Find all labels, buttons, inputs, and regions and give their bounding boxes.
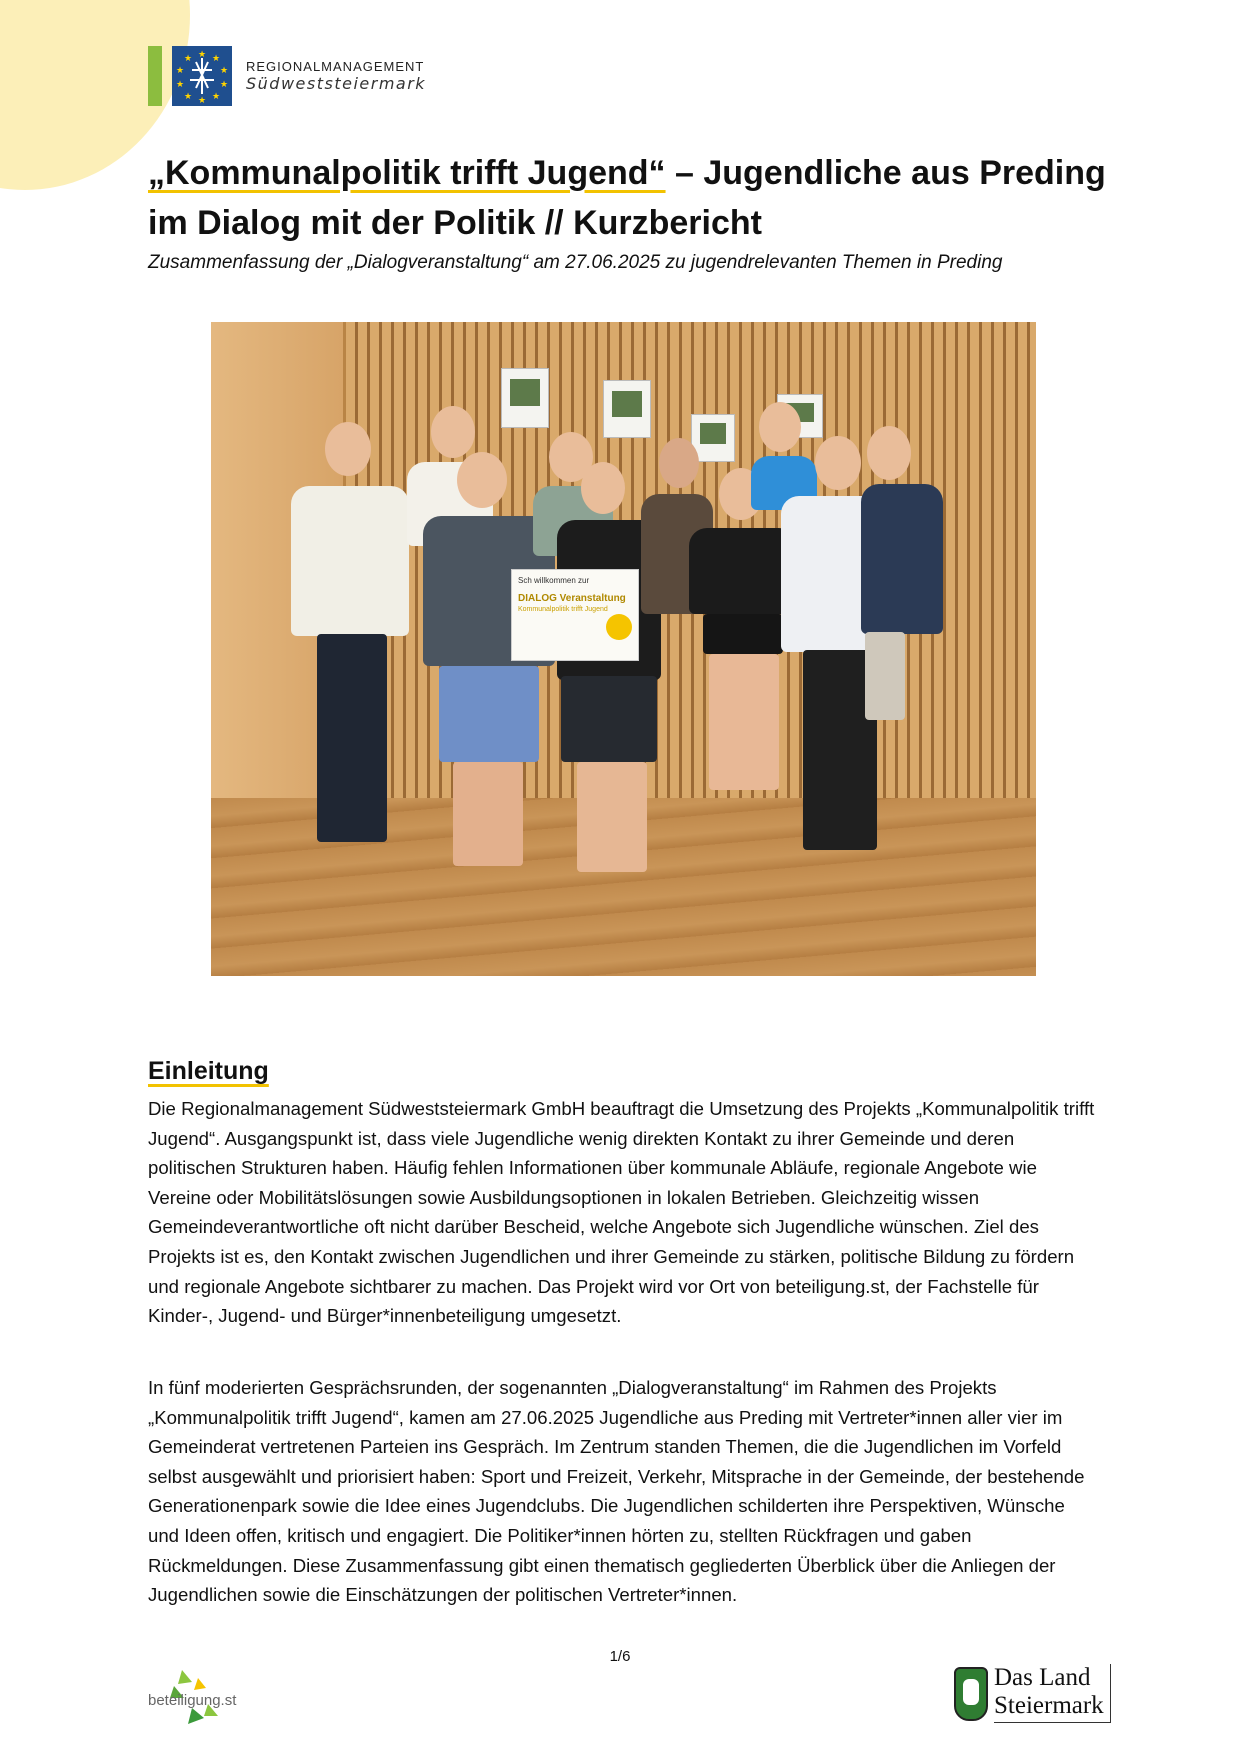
welcome-sign — [511, 569, 639, 661]
page-number: 1/6 — [609, 1648, 631, 1665]
logo-green-bar — [148, 46, 162, 106]
steiermark-crest-icon — [954, 1667, 988, 1721]
beteiligung-st-logo — [148, 1668, 258, 1732]
page-title — [148, 148, 1108, 248]
page-subtitle: Zusammenfassung der „Dialogveranstaltung“ am 27.06.2025 zu jugendrelevanten Themen in Preding — [148, 252, 1003, 273]
sign-yellow-dot — [606, 614, 632, 640]
title-quoted: „Kommunalpolitik trifft Jugend“ — [148, 154, 666, 192]
logo-org-line1: REGIONALMANAGEMENT — [246, 59, 425, 74]
land-steiermark-logo — [954, 1664, 1111, 1723]
land-logo-line2: Steiermark — [994, 1692, 1104, 1719]
eu-flag-icon: ★ ★ ★ ★ ★ ★ ★ ★ ★ ★ — [172, 46, 232, 106]
photo-poster — [603, 380, 651, 438]
section-heading-einleitung: Einleitung — [148, 1057, 269, 1085]
intro-paragraph-2: In fünf moderierten Gesprächsrunden, der sogenannten „Dialogveranstaltung“ im Rahmen des Projekts „Kommunalpolitik trifft Jugend“, kamen am 27.06.2025 Jugendliche aus Preding mit Vertreter*innen aller vier im Gemeinderat vertretenen Parteien ins Gespräch. Im Zentrum standen Themen, die die Jugendlichen im Vorfeld selbst ausgewählt und priorisiert haben: Sport und Freizeit, Verkehr, Mitsprache in der Gemeinde, der bestehende Generationenpark sowie die Idee eines Jugendclubs. Die Jugendlichen schilderten ihre Perspektiven, Wünsche und Ideen offen, kritisch und engagiert. Die Politiker*innen hörten zu, stellten Rückfragen und gaben Rückmeldungen. Diese Zusammenfassung gibt einen thematisch gegliederten Überblick über die Anliegen der Jugendlichen sowie die Einschätzungen der politischen Vertreter*innen. — [148, 1377, 1085, 1606]
title-rest: – Jugendliche aus Preding im Dialog mit der Politik // Kurzbericht — [148, 154, 1106, 242]
group-photo — [211, 322, 1036, 976]
logo-org-line2: Südweststeiermark — [246, 74, 427, 93]
land-logo-line1: Das Land — [994, 1664, 1091, 1691]
photo-poster — [501, 368, 549, 428]
regionalmanagement-logo — [148, 46, 426, 106]
sign-line1: Sch willkommen zur — [518, 576, 590, 585]
intro-paragraph-1: Die Regionalmanagement Südweststeiermark GmbH beauftragt die Umsetzung des Projekts „Kommunalpolitik trifft Jugend“. Ausgangspunkt ist, dass viele Jugendliche wenig direkten Kontakt zu ihrer Gemeinde und deren politischen Strukturen haben. Häufig fehlen Informationen über kommunale Abläufe, regionale Angebote wie Vereine oder Mobilitätslösungen sowie Ausbildungsoptionen in lokalen Betrieben. Gleichzeitig wissen Gemeindeverantwortliche oft nicht darüber Bescheid, welche Angebote sich Jugendliche wünschen. Ziel des Projekts ist es, den Kontakt zwischen Jugendlichen und ihrer Gemeinde zu stärken, politische Bildung zu fördern und regionale Angebote sichtbarer zu machen. Das Projekt wird vor Ort von beteiligung.st, der Fachstelle für Kinder-, Jugend- und Bürger*innenbeteiligung umgesetzt. — [148, 1098, 1095, 1327]
beteiligung-st-label: beteiligung.st — [148, 1692, 237, 1709]
region-mark-icon — [186, 56, 218, 96]
sign-line2: DIALOG Veranstaltung — [518, 593, 626, 604]
sign-line3: Kommunalpolitik trifft Jugend — [518, 606, 608, 613]
